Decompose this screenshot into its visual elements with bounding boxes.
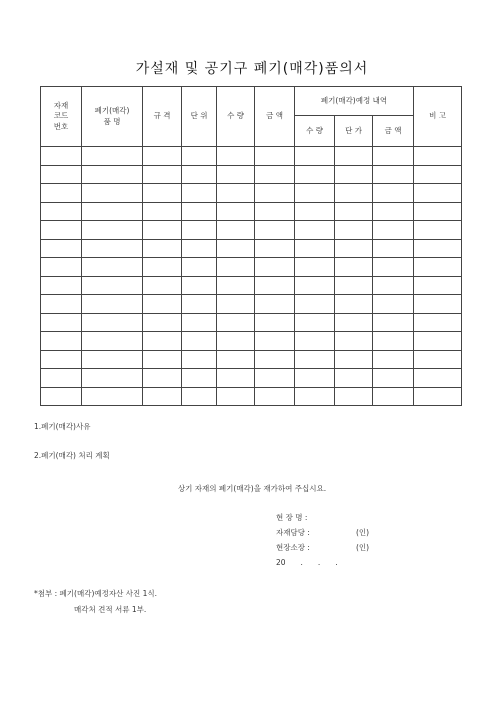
table-cell[interactable]	[143, 369, 182, 388]
table-cell[interactable]	[295, 184, 335, 203]
table-row	[41, 313, 462, 332]
table-cell[interactable]	[182, 165, 217, 184]
header-planned-unit-price: 단 가	[335, 116, 373, 147]
table-cell[interactable]	[295, 295, 335, 314]
table-cell[interactable]	[373, 239, 414, 258]
table-body	[41, 147, 462, 406]
table-cell[interactable]	[182, 350, 217, 369]
table-cell[interactable]	[373, 221, 414, 240]
table-cell[interactable]	[82, 221, 143, 240]
table-cell[interactable]	[373, 147, 414, 166]
table-cell[interactable]	[255, 295, 295, 314]
table-cell[interactable]	[373, 184, 414, 203]
header-unit: 단 위	[182, 87, 217, 147]
table-cell[interactable]	[217, 184, 255, 203]
table-cell[interactable]	[373, 313, 414, 332]
table-cell[interactable]	[143, 165, 182, 184]
table-cell[interactable]	[182, 184, 217, 203]
table-cell[interactable]	[255, 165, 295, 184]
table-cell[interactable]	[41, 387, 82, 406]
table-cell[interactable]	[295, 276, 335, 295]
disposal-plan-label: 2.폐기(매각) 처리 계획	[34, 451, 110, 460]
table-cell[interactable]	[41, 147, 82, 166]
table-cell[interactable]	[295, 221, 335, 240]
table-row	[41, 387, 462, 406]
table-cell[interactable]	[82, 239, 143, 258]
table-cell[interactable]	[41, 202, 82, 221]
table-cell[interactable]	[143, 276, 182, 295]
table-cell[interactable]	[182, 202, 217, 221]
table-cell[interactable]	[182, 221, 217, 240]
table-cell[interactable]	[255, 350, 295, 369]
table-cell[interactable]	[182, 387, 217, 406]
disposal-reason-label: 1.폐기(매각)사유	[34, 422, 91, 431]
header-spec: 규 격	[143, 87, 182, 147]
table-cell[interactable]	[143, 295, 182, 314]
header-code: 자재 코드 번호	[41, 87, 82, 147]
table-cell[interactable]	[182, 239, 217, 258]
table-cell[interactable]	[295, 202, 335, 221]
table-cell[interactable]	[82, 295, 143, 314]
table-row	[41, 295, 462, 314]
table-row	[41, 202, 462, 221]
table-cell[interactable]	[373, 295, 414, 314]
table-cell[interactable]	[373, 350, 414, 369]
table-cell[interactable]	[143, 350, 182, 369]
approval-request-text: 상기 자재의 폐기(매각)을 재가하여 주십시요.	[177, 484, 327, 493]
attachment-line-2: 매각처 견적 서류 1부.	[74, 605, 147, 614]
table-cell[interactable]	[373, 165, 414, 184]
table-cell[interactable]	[217, 258, 255, 277]
table-cell[interactable]	[295, 332, 335, 351]
table-cell[interactable]	[82, 184, 143, 203]
table-cell[interactable]	[41, 332, 82, 351]
table-row	[41, 239, 462, 258]
table-cell[interactable]	[414, 184, 462, 203]
table-cell[interactable]	[143, 202, 182, 221]
table-cell[interactable]	[373, 276, 414, 295]
table-cell[interactable]	[143, 332, 182, 351]
table-cell[interactable]	[82, 276, 143, 295]
table-cell[interactable]	[255, 147, 295, 166]
table-cell[interactable]	[182, 332, 217, 351]
table-cell[interactable]	[373, 387, 414, 406]
table-cell[interactable]	[335, 276, 373, 295]
table-cell[interactable]	[414, 350, 462, 369]
table-cell[interactable]	[41, 313, 82, 332]
table-cell[interactable]	[41, 350, 82, 369]
table-cell[interactable]	[217, 387, 255, 406]
table-cell[interactable]	[82, 387, 143, 406]
table-cell[interactable]	[82, 350, 143, 369]
table-cell[interactable]	[295, 387, 335, 406]
table-cell[interactable]	[217, 295, 255, 314]
table-cell[interactable]	[414, 165, 462, 184]
table-cell[interactable]	[255, 239, 295, 258]
table-cell[interactable]	[414, 239, 462, 258]
table-cell[interactable]	[217, 332, 255, 351]
table-cell[interactable]	[143, 258, 182, 277]
table-cell[interactable]	[41, 221, 82, 240]
table-cell[interactable]	[182, 258, 217, 277]
table-cell[interactable]	[217, 369, 255, 388]
table-cell[interactable]	[182, 313, 217, 332]
table-cell[interactable]	[182, 147, 217, 166]
table-cell[interactable]	[414, 387, 462, 406]
table-row	[41, 221, 462, 240]
table-cell[interactable]	[217, 165, 255, 184]
table-cell[interactable]	[414, 258, 462, 277]
table-cell[interactable]	[335, 369, 373, 388]
table-cell[interactable]	[41, 239, 82, 258]
table-cell[interactable]	[143, 184, 182, 203]
table-cell[interactable]	[217, 239, 255, 258]
header-planned-group: 폐기(매각)예정 내역	[295, 87, 414, 116]
table-cell[interactable]	[335, 313, 373, 332]
table-cell[interactable]	[41, 258, 82, 277]
material-manager-line	[276, 527, 370, 538]
table-cell[interactable]	[295, 350, 335, 369]
date-line	[276, 557, 338, 568]
table-cell[interactable]	[335, 350, 373, 369]
table-cell[interactable]	[414, 147, 462, 166]
table-cell[interactable]	[217, 276, 255, 295]
table-cell[interactable]	[335, 184, 373, 203]
table-cell[interactable]	[255, 258, 295, 277]
table-cell[interactable]	[255, 313, 295, 332]
table-cell[interactable]	[217, 147, 255, 166]
site-name-label: 현 장 명 :	[276, 513, 308, 522]
material-manager-label: 자재담당 :	[276, 528, 310, 537]
header-remarks: 비 고	[414, 87, 462, 147]
table-row	[41, 258, 462, 277]
table-cell[interactable]	[335, 202, 373, 221]
table-cell[interactable]	[41, 276, 82, 295]
table-row	[41, 184, 462, 203]
table-cell[interactable]	[182, 369, 217, 388]
table-cell[interactable]	[414, 221, 462, 240]
table-cell[interactable]	[41, 165, 82, 184]
site-name-line	[276, 512, 307, 523]
table-cell[interactable]	[414, 369, 462, 388]
material-manager-seal: (인)	[356, 528, 370, 537]
site-manager-line	[276, 542, 370, 553]
header-planned-amount: 금 액	[373, 116, 414, 147]
site-manager-seal: (인)	[356, 543, 370, 552]
table-cell[interactable]	[414, 276, 462, 295]
table-cell[interactable]	[414, 202, 462, 221]
table-row	[41, 332, 462, 351]
table-row	[41, 369, 462, 388]
table-cell[interactable]	[373, 332, 414, 351]
table-row	[41, 276, 462, 295]
table-cell[interactable]	[335, 258, 373, 277]
table-cell[interactable]	[335, 221, 373, 240]
table-cell[interactable]	[295, 313, 335, 332]
table-cell[interactable]	[217, 221, 255, 240]
table-cell[interactable]	[255, 221, 295, 240]
table-cell[interactable]	[255, 369, 295, 388]
table-cell[interactable]	[82, 147, 143, 166]
table-cell[interactable]	[217, 202, 255, 221]
table-cell[interactable]	[414, 295, 462, 314]
table-cell[interactable]	[414, 313, 462, 332]
date-field: 20 . . .	[276, 558, 338, 567]
table-cell[interactable]	[82, 202, 143, 221]
table-cell[interactable]	[295, 165, 335, 184]
table-cell[interactable]	[373, 258, 414, 277]
table-cell[interactable]	[182, 276, 217, 295]
table-cell[interactable]	[255, 332, 295, 351]
table-row	[41, 165, 462, 184]
table-cell[interactable]	[217, 313, 255, 332]
table-row	[41, 147, 462, 166]
table-cell[interactable]	[82, 313, 143, 332]
attachment-line-1: *첨부 : 폐기(매각)예정자산 사진 1식.	[34, 589, 158, 598]
table-cell[interactable]	[255, 276, 295, 295]
table-row	[41, 350, 462, 369]
table-cell[interactable]	[335, 295, 373, 314]
table-cell[interactable]	[143, 147, 182, 166]
table-cell[interactable]	[335, 387, 373, 406]
table-cell[interactable]	[82, 332, 143, 351]
header-amount: 금 액	[255, 87, 295, 147]
header-item-name: 폐기(매각) 품 명	[82, 87, 143, 147]
table-cell[interactable]	[143, 387, 182, 406]
table-cell[interactable]	[414, 332, 462, 351]
table-cell[interactable]	[255, 184, 295, 203]
table-cell[interactable]	[143, 221, 182, 240]
disposal-table	[40, 86, 462, 406]
table-cell[interactable]	[182, 295, 217, 314]
table-cell[interactable]	[295, 258, 335, 277]
table-cell[interactable]	[335, 332, 373, 351]
table-cell[interactable]	[295, 147, 335, 166]
table-cell[interactable]	[41, 295, 82, 314]
table-cell[interactable]	[335, 165, 373, 184]
header-quantity: 수 량	[217, 87, 255, 147]
table-cell[interactable]	[143, 313, 182, 332]
table-cell[interactable]	[82, 369, 143, 388]
table-cell[interactable]	[217, 350, 255, 369]
table-cell[interactable]	[41, 184, 82, 203]
table-cell[interactable]	[373, 369, 414, 388]
table-cell[interactable]	[373, 202, 414, 221]
document-title: 가설재 및 공기구 폐기(매각)품의서	[135, 61, 369, 77]
table-cell[interactable]	[255, 202, 295, 221]
table-cell[interactable]	[335, 239, 373, 258]
table-cell[interactable]	[255, 387, 295, 406]
table-cell[interactable]	[41, 369, 82, 388]
header-planned-quantity: 수 량	[295, 116, 335, 147]
table-cell[interactable]	[82, 258, 143, 277]
table-cell[interactable]	[295, 239, 335, 258]
table-cell[interactable]	[82, 165, 143, 184]
table-cell[interactable]	[295, 369, 335, 388]
table-cell[interactable]	[335, 147, 373, 166]
table-cell[interactable]	[143, 239, 182, 258]
site-manager-label: 현장소장 :	[276, 543, 310, 552]
